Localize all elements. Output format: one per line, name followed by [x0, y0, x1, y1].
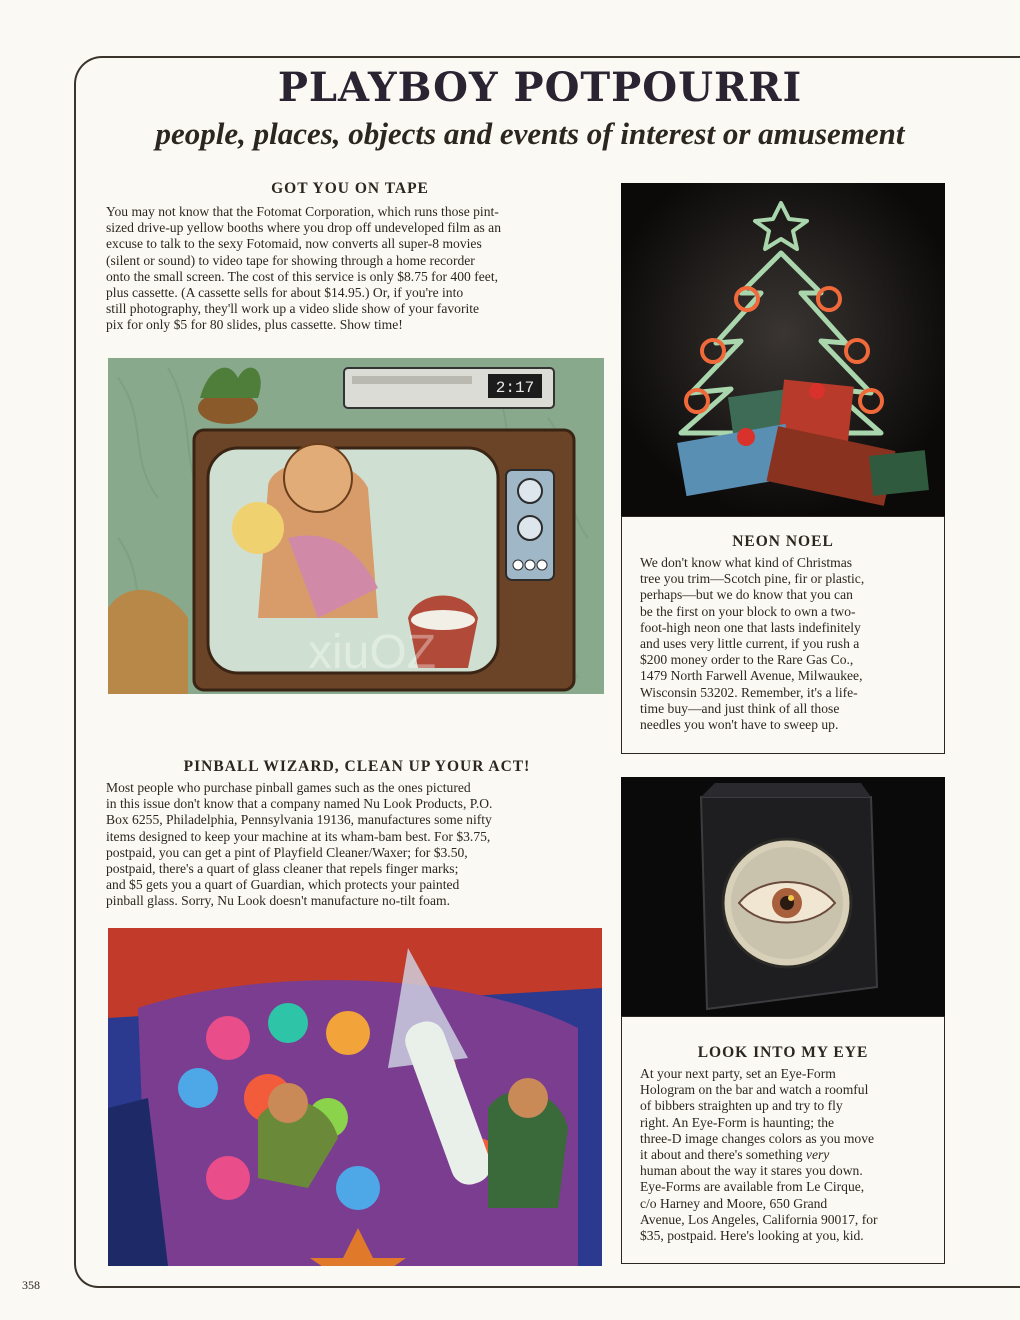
text-line: Avenue, Los Angeles, California 90017, for	[640, 1211, 878, 1227]
noel-heading: NEON NOEL	[732, 533, 834, 550]
text-line: pix for only $5 for 80 slides, plus cassette. Show time!	[106, 317, 403, 333]
text-line: right. An Eye-Form is haunting; the	[640, 1114, 835, 1130]
text-line: We don't know what kind of Christmas	[640, 555, 853, 570]
tape-heading: GOT YOU ON TAPE	[271, 180, 429, 197]
text-line: in this issue don't know that a company named Nu Look Products, P.O.	[106, 796, 493, 812]
text-line: excuse to talk to the sexy Fotomaid, now converts all super-8 movies	[106, 236, 482, 252]
text-line: c/o Harney and Moore, 650 Grand	[640, 1195, 828, 1211]
text-line: items designed to keep your machine at its wham-bam best. For $3.75,	[106, 828, 491, 844]
text-line: and uses very little current, if you rush a	[640, 636, 860, 652]
tv-illustration	[108, 358, 604, 694]
eye-hologram-photo	[621, 777, 945, 1017]
noel-body	[640, 555, 940, 733]
eye-body	[640, 1066, 940, 1244]
text-line: $200 money order to the Rare Gas Co.,	[640, 652, 854, 668]
text-line: postpaid, there's a quart of glass cleaner that repels finger marks;	[106, 861, 459, 877]
text-line	[640, 1147, 940, 1163]
page-number: 358	[22, 1278, 40, 1292]
watermark: xiuOZ	[308, 626, 437, 679]
text-line: time buy—and just think of all those	[640, 700, 840, 716]
neon-tree-photo	[621, 183, 945, 517]
text-line: be the first on your block to own a two-	[640, 603, 856, 619]
pinball-illustration	[108, 928, 602, 1266]
pinball-heading: PINBALL WIZARD, CLEAN UP YOUR ACT!	[183, 758, 531, 775]
text-line: still photography, they'll work up a video slide show of your favorite	[106, 301, 480, 317]
tape-body	[106, 204, 606, 334]
text-line: postpaid, you can get a pint of Playfield Cleaner/Waxer; for $3.50,	[106, 844, 468, 860]
text-line: three-D image changes colors as you move	[640, 1130, 875, 1146]
text-line: foot-high neon one that lasts indefinitely	[640, 619, 861, 635]
text-line: pinball glass. Sorry, Nu Look doesn't manufacture no-tilt foam.	[106, 893, 450, 909]
clock-display: 2:17	[495, 379, 535, 397]
text-line: of bibbers straighten up and try to fly	[640, 1098, 843, 1114]
text-line: Wisconsin 53202. Remember, it's a life-	[640, 684, 858, 700]
text-line: Most people who purchase pinball games such as the ones pictured	[106, 780, 471, 795]
text-line: perhaps—but we do know that you can	[640, 587, 853, 603]
text-line: plus cassette. (A cassette sells for about $14.95.) Or, if you're into	[106, 285, 464, 301]
text-line: sized drive-up yellow booths where you drop off undeveloped film as an	[106, 220, 502, 236]
text-line: 1479 North Farwell Avenue, Milwaukee,	[640, 668, 863, 684]
page-title: PLAYBOY POTPOURRI	[277, 64, 803, 111]
text-line: (silent or sound) to video tape for showing through a home recorder	[106, 252, 475, 268]
text-line: tree you trim—Scotch pine, fir or plastic,	[640, 571, 865, 587]
text-line: Box 6255, Philadelphia, Pennsylvania 19136, manufactures some nifty	[106, 812, 492, 828]
text-line: At your next party, set an Eye-Form	[640, 1066, 836, 1081]
text-line: and $5 gets you a quart of Guardian, which protects your painted	[106, 877, 460, 893]
text-line: You may not know that the Fotomat Corporation, which runs those pint-	[106, 204, 499, 219]
text-line: Eye-Forms are available from Le Cirque,	[640, 1179, 865, 1195]
text-line-start: it about and there's something	[640, 1147, 806, 1163]
text-line: Hologram on the bar and watch a roomful	[640, 1082, 869, 1098]
emphasis-word: very	[805, 1147, 830, 1163]
eye-heading: LOOK INTO MY EYE	[697, 1044, 869, 1061]
text-line: $35, postpaid. Here's looking at you, kid.	[640, 1228, 864, 1244]
text-line: onto the small screen. The cost of this service is only $8.75 for 400 feet,	[106, 268, 498, 284]
pinball-body	[106, 780, 606, 910]
text-line: needles you won't have to sweep up.	[640, 717, 839, 733]
page-subtitle: people, places, objects and events of interest or amusement	[155, 116, 905, 151]
text-line: human about the way it stares you down.	[640, 1163, 863, 1179]
